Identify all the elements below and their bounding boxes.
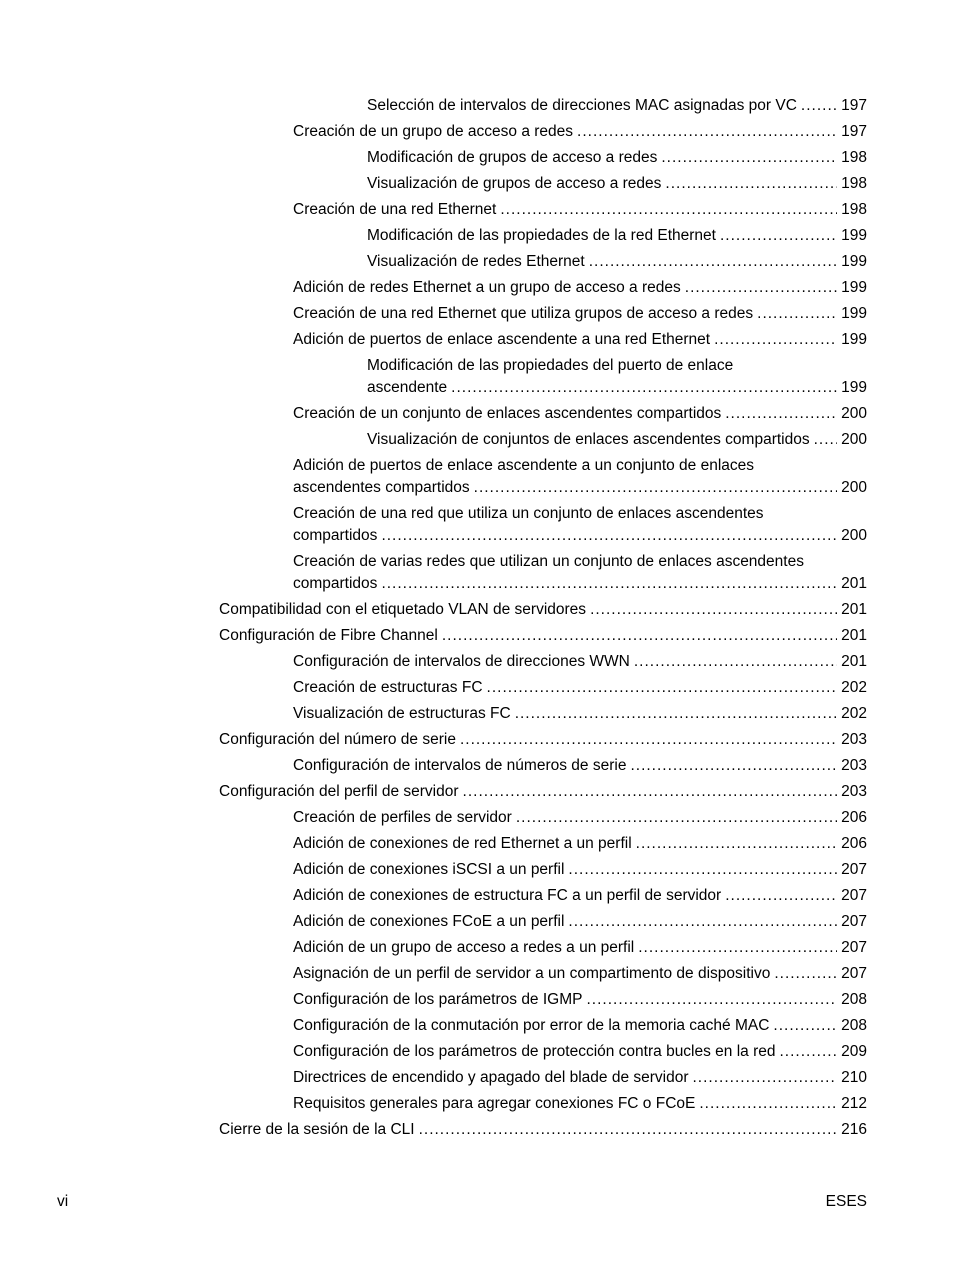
toc-entry-page-number: 199: [841, 279, 867, 296]
footer-page-number: vi: [57, 1193, 69, 1210]
toc-entry-title: Configuración de intervalos de direcciones WWN: [293, 653, 630, 670]
toc-entry-page-number: 208: [841, 991, 867, 1008]
toc-entry[interactable]: [293, 831, 867, 857]
toc-entry-title: Adición de un grupo de acceso a redes a un perfil: [293, 939, 635, 956]
toc-entry-page-number: 212: [841, 1095, 867, 1112]
toc-entry-title: Visualización de grupos de acceso a redes: [367, 175, 662, 192]
dot-leader: [577, 121, 837, 143]
toc-entry-page-number: 200: [841, 431, 867, 448]
dot-leader: [590, 599, 837, 621]
toc-entry-page-number: 207: [841, 887, 867, 904]
dot-leader: [442, 625, 837, 647]
toc-entry-title: Configuración del número de serie: [219, 731, 456, 748]
toc-entry-page-number: 207: [841, 861, 867, 878]
toc-entry[interactable]: [293, 753, 867, 779]
footer-language-code: ESES: [825, 1193, 867, 1210]
toc-entry-page-number: 207: [841, 939, 867, 956]
dot-leader: [460, 729, 837, 751]
toc-entry-title: ascendentes compartidos: [293, 479, 470, 496]
toc-entry-title: Creación de una red Ethernet: [293, 201, 497, 218]
toc-entry[interactable]: [367, 145, 867, 171]
dot-leader: [515, 703, 837, 725]
dot-leader: [419, 1119, 838, 1141]
toc-entry[interactable]: [293, 1065, 867, 1091]
toc-entry-title: Configuración de intervalos de números de serie: [293, 757, 627, 774]
toc-entry-title: compartidos: [293, 527, 378, 544]
toc-entry-title-first-line: Creación de una red que utiliza un conjunto de enlaces ascendentes: [293, 505, 764, 522]
toc-entry-title: Configuración de la conmutación por error de la memoria caché MAC: [293, 1017, 770, 1034]
toc-entry[interactable]: [367, 353, 867, 401]
dot-leader: [487, 677, 838, 699]
toc-entry-title: Configuración del perfil de servidor: [219, 783, 459, 800]
toc-entry[interactable]: [293, 119, 867, 145]
toc-entry-page-number: 201: [841, 627, 867, 644]
dot-leader: [630, 755, 837, 777]
toc-entry[interactable]: [293, 327, 867, 353]
dot-leader: [814, 429, 838, 451]
toc-entry[interactable]: [293, 701, 867, 727]
toc-entry-page-number: 202: [841, 679, 867, 696]
toc-entry[interactable]: [293, 857, 867, 883]
toc-entry-title: ascendente: [367, 379, 448, 396]
toc-entry-page-number: 203: [841, 783, 867, 800]
toc-entry-title: Creación de perfiles de servidor: [293, 809, 512, 826]
table-of-contents: [0, 93, 954, 1143]
toc-entry-title-first-line: Modificación de las propiedades del puerto de enlace: [367, 357, 734, 374]
toc-entry-page-number: 199: [841, 227, 867, 244]
toc-entry[interactable]: [293, 935, 867, 961]
dot-leader: [757, 303, 837, 325]
toc-entry[interactable]: [367, 93, 867, 119]
dot-leader: [720, 225, 837, 247]
toc-entry-title: Adición de conexiones de red Ethernet a un perfil: [293, 835, 632, 852]
toc-entry-title: Selección de intervalos de direcciones MAC asignadas por VC: [367, 97, 797, 114]
toc-entry[interactable]: [293, 453, 867, 501]
dot-leader: [685, 277, 837, 299]
toc-entry-page-number: 198: [841, 201, 867, 218]
toc-entry[interactable]: [293, 987, 867, 1013]
toc-entry-title: Requisitos generales para agregar conexiones FC o FCoE: [293, 1095, 696, 1112]
toc-entry[interactable]: [219, 779, 867, 805]
toc-entry[interactable]: [293, 1091, 867, 1117]
dot-leader: [714, 329, 837, 351]
toc-entry[interactable]: [293, 549, 867, 597]
toc-entry[interactable]: [219, 727, 867, 753]
toc-entry[interactable]: [293, 1013, 867, 1039]
toc-entry-title: Directrices de encendido y apagado del blade de servidor: [293, 1069, 689, 1086]
toc-entry-page-number: 202: [841, 705, 867, 722]
toc-entry[interactable]: [293, 805, 867, 831]
toc-entry-page-number: 201: [841, 653, 867, 670]
toc-entry-page-number: 206: [841, 835, 867, 852]
dot-leader: [636, 833, 837, 855]
toc-entry-title: Adición de conexiones iSCSI a un perfil: [293, 861, 565, 878]
toc-entry-page-number: 199: [841, 379, 867, 396]
toc-entry-title: Asignación de un perfil de servidor a un compartimento de dispositivo: [293, 965, 771, 982]
toc-entry-page-number: 206: [841, 809, 867, 826]
toc-entry-page-number: 199: [841, 331, 867, 348]
toc-entry-page-number: 199: [841, 253, 867, 270]
dot-leader: [568, 859, 837, 881]
toc-entry[interactable]: [219, 623, 867, 649]
toc-entry-title: Configuración de los parámetros de protección contra bucles en la red: [293, 1043, 776, 1060]
toc-entry-title: Modificación de las propiedades de la red Ethernet: [367, 227, 716, 244]
toc-entry[interactable]: [293, 909, 867, 935]
toc-entry-page-number: 197: [841, 97, 867, 114]
dot-leader: [638, 937, 837, 959]
toc-entry[interactable]: [367, 427, 867, 453]
toc-entry-page-number: 207: [841, 913, 867, 930]
toc-entry-title: Configuración de los parámetros de IGMP: [293, 991, 583, 1008]
toc-entry-page-number: 200: [841, 405, 867, 422]
toc-entry[interactable]: [367, 249, 867, 275]
toc-entry-title: Adición de conexiones FCoE a un perfil: [293, 913, 565, 930]
toc-entry-page-number: 201: [841, 575, 867, 592]
dot-leader: [725, 403, 837, 425]
dot-leader: [725, 885, 837, 907]
dot-leader: [474, 477, 837, 499]
dot-leader: [589, 251, 837, 273]
toc-entry[interactable]: [293, 1039, 867, 1065]
toc-entry[interactable]: [293, 961, 867, 987]
toc-entry-page-number: 201: [841, 601, 867, 618]
toc-entry-page-number: 198: [841, 149, 867, 166]
toc-entry[interactable]: [293, 275, 867, 301]
toc-entry-page-number: 199: [841, 305, 867, 322]
toc-entry-title: Creación de un conjunto de enlaces ascendentes compartidos: [293, 405, 722, 422]
toc-entry-title: Adición de redes Ethernet a un grupo de acceso a redes: [293, 279, 681, 296]
toc-entry-page-number: 200: [841, 527, 867, 544]
toc-entry-page-number: 210: [841, 1069, 867, 1086]
toc-entry[interactable]: [293, 675, 867, 701]
toc-entry-title: Creación de una red Ethernet que utiliza grupos de acceso a redes: [293, 305, 754, 322]
dot-leader: [693, 1067, 838, 1089]
toc-entry-title: Creación de estructuras FC: [293, 679, 483, 696]
toc-entry-title: Configuración de Fibre Channel: [219, 627, 438, 644]
dot-leader: [463, 781, 838, 803]
toc-entry-title: Visualización de estructuras FC: [293, 705, 511, 722]
dot-leader: [568, 911, 837, 933]
toc-entry-page-number: 207: [841, 965, 867, 982]
toc-entry-title: Compatibilidad con el etiquetado VLAN de servidores: [219, 601, 587, 618]
dot-leader: [634, 651, 837, 673]
toc-entry-title: Modificación de grupos de acceso a redes: [367, 149, 658, 166]
toc-entry[interactable]: [367, 223, 867, 249]
dot-leader: [586, 989, 837, 1011]
dot-leader: [801, 95, 837, 117]
toc-entry-title-first-line: Adición de puertos de enlace ascendente a un conjunto de enlaces: [293, 457, 755, 474]
toc-entry-title: Cierre de la sesión de la CLI: [219, 1121, 415, 1138]
toc-entry-page-number: 200: [841, 479, 867, 496]
dot-leader: [500, 199, 837, 221]
dot-leader: [516, 807, 837, 829]
toc-entry-page-number: 203: [841, 731, 867, 748]
toc-entry[interactable]: [219, 1117, 867, 1143]
toc-entry[interactable]: [293, 501, 867, 549]
dot-leader: [665, 173, 837, 195]
dot-leader: [451, 377, 837, 399]
toc-entry[interactable]: [293, 401, 867, 427]
dot-leader: [381, 573, 837, 595]
dot-leader: [699, 1093, 837, 1115]
toc-entry[interactable]: [219, 597, 867, 623]
toc-entry-page-number: 198: [841, 175, 867, 192]
toc-entry-page-number: 197: [841, 123, 867, 140]
dot-leader: [774, 963, 837, 985]
toc-entry-title: Visualización de conjuntos de enlaces ascendentes compartidos: [367, 431, 810, 448]
toc-entry-title: Creación de un grupo de acceso a redes: [293, 123, 574, 140]
toc-entry-page-number: 209: [841, 1043, 867, 1060]
toc-entry-page-number: 208: [841, 1017, 867, 1034]
toc-entry-title-first-line: Creación de varias redes que utilizan un conjunto de enlaces ascendentes: [293, 553, 804, 570]
toc-entry-page-number: 216: [841, 1121, 867, 1138]
toc-entry[interactable]: [293, 883, 867, 909]
toc-entry-title: Adición de puertos de enlace ascendente a una red Ethernet: [293, 331, 711, 348]
toc-entry-title: compartidos: [293, 575, 378, 592]
dot-leader: [381, 525, 837, 547]
toc-entry[interactable]: [293, 301, 867, 327]
toc-entry-page-number: 203: [841, 757, 867, 774]
toc-entry-title: Adición de conexiones de estructura FC a un perfil de servidor: [293, 887, 722, 904]
dot-leader: [661, 147, 837, 169]
toc-entry[interactable]: [367, 171, 867, 197]
toc-entry[interactable]: [293, 197, 867, 223]
dot-leader: [773, 1015, 837, 1037]
toc-entry-title: Visualización de redes Ethernet: [367, 253, 585, 270]
toc-entry[interactable]: [293, 649, 867, 675]
dot-leader: [780, 1041, 838, 1063]
